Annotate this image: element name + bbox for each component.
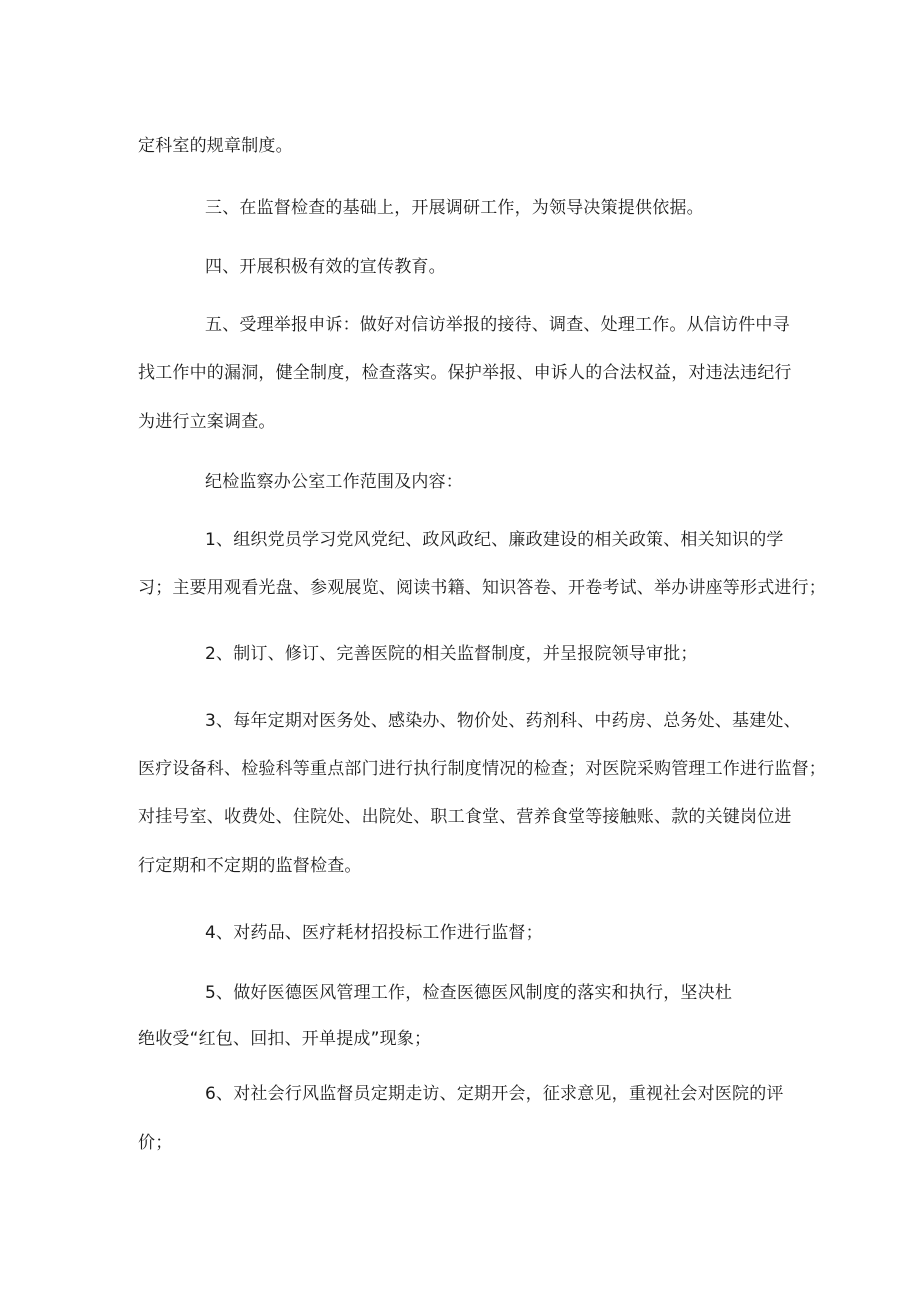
text-line: 定科室的规章制度。 [138,136,293,156]
text-line: 绝收受“红包、回扣、开单提成”现象； [138,1029,432,1049]
text-line: 四、开展积极有效的宣传教育。 [205,257,446,277]
text-line: 5、做好医德医风管理工作，检查医德医风制度的落实和执行，坚决杜 [205,983,733,1003]
text-line: 习；主要用观看光盘、参观展览、阅读书籍、知识答卷、开卷考试、举办讲座等形式进行； [138,578,826,598]
text-line: 价； [138,1133,173,1153]
text-line: 医疗设备科、检验科等重点部门进行执行制度情况的检查；对医院采购管理工作进行监督； [138,759,826,779]
text-line: 对挂号室、收费处、住院处、出院处、职工食堂、营养食堂等接触账、款的关键岗位进 [138,807,792,827]
text-line: 为进行立案调查。 [138,412,276,432]
text-line: 1、组织党员学习党风党纪、政风政纪、廉政建设的相关政策、相关知识的学 [205,530,784,550]
text-line: 4、对药品、医疗耗材招投标工作进行监督； [205,923,543,943]
text-line: 三、在监督检查的基础上，开展调研工作，为领导决策提供依据。 [205,198,704,218]
text-line: 3、每年定期对医务处、感染办、物价处、药剂科、中药房、总务处、基建处、 [205,711,801,731]
text-line: 行定期和不定期的监督检查。 [138,856,362,876]
text-line: 找工作中的漏洞，健全制度，检查落实。保护举报、申诉人的合法权益，对违法违纪行 [138,363,792,383]
text-line: 纪检监察办公室工作范围及内容： [205,472,463,492]
text-line: 6、对社会行风监督员定期走访、定期开会，征求意见，重视社会对医院的评 [205,1084,784,1104]
text-line: 2、制订、修订、完善医院的相关监督制度，并呈报院领导审批； [205,644,698,664]
text-line: 五、受理举报申诉：做好对信访举报的接待、调查、处理工作。从信访件中寻 [205,315,790,335]
